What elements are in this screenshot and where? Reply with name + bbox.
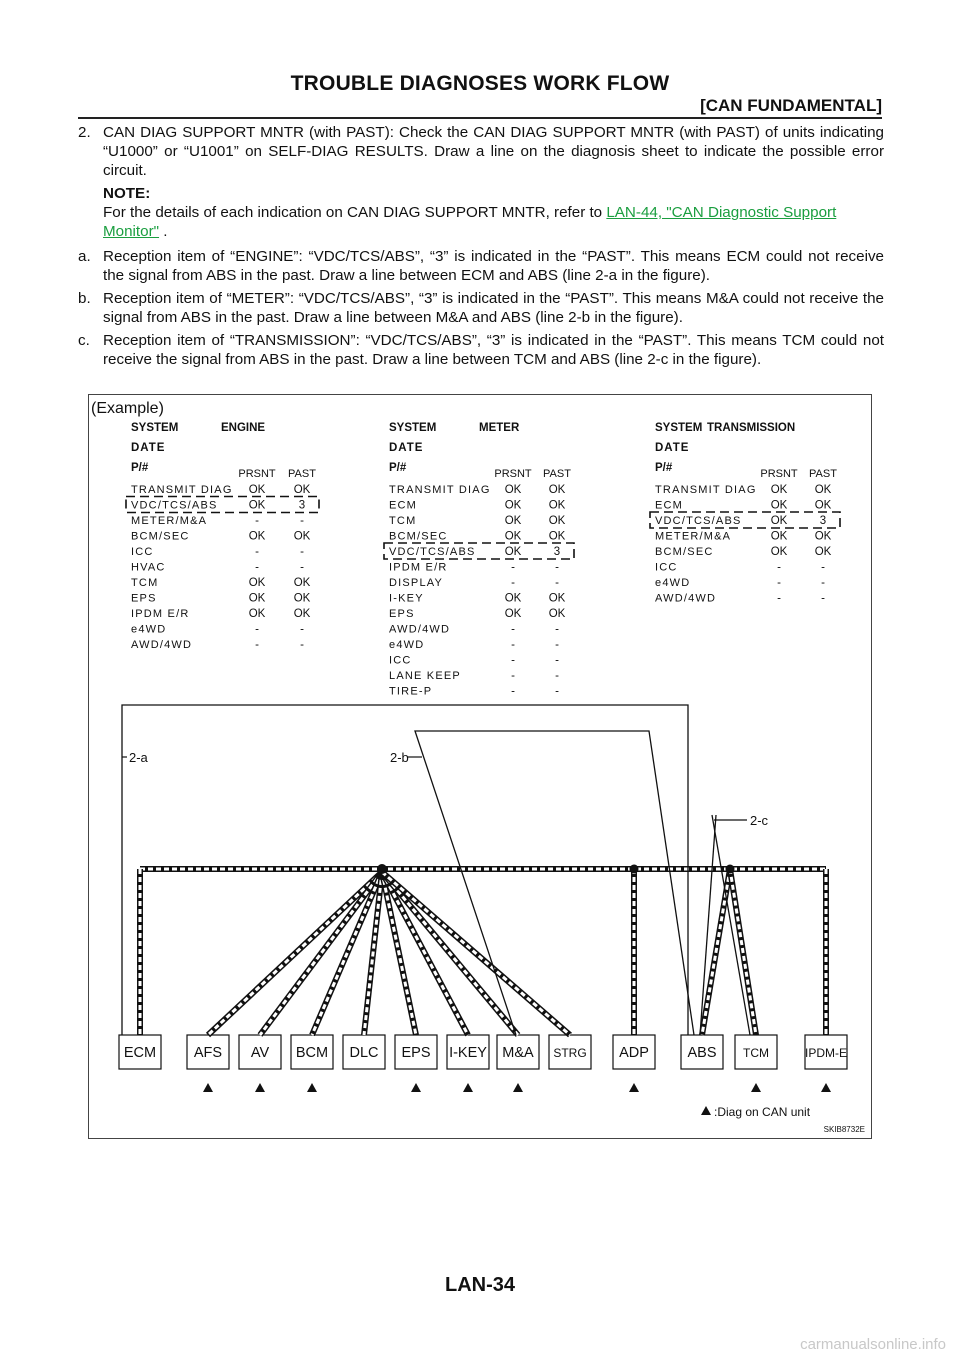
legend-text: :Diag on CAN unit [714, 1105, 811, 1119]
part-number-label: P/# [131, 462, 149, 474]
monitor-item: AWD/4WD [131, 639, 193, 651]
system-name: METER [479, 422, 520, 434]
past-value: OK [548, 530, 566, 543]
monitor-item: VDC/TCS/ABS [131, 499, 218, 512]
monitor-item: ECM [389, 499, 418, 512]
prsnt-value: - [777, 592, 781, 605]
diag-triangle-icon [307, 1083, 317, 1092]
can-branch-i-key-inner [382, 872, 468, 1035]
prsnt-value: - [511, 639, 515, 651]
monitor-item: ICC [389, 654, 412, 667]
page-title: TROUBLE DIAGNOSES WORK FLOW [290, 72, 670, 95]
section-title: [CAN FUNDAMENTAL] [700, 96, 882, 115]
step-label: 2. [78, 124, 91, 141]
prsnt-value: - [511, 670, 515, 682]
item-b [78, 289, 884, 327]
ecu-label: STRG [553, 1046, 587, 1060]
prsnt-value: OK [248, 530, 266, 543]
note-heading: NOTE: [103, 185, 151, 202]
system-label: SYSTEM [131, 422, 179, 434]
past-value: 3 [298, 499, 306, 512]
prsnt-value: OK [248, 577, 266, 589]
item-text: Reception item of “ENGINE”: “VDC/TCS/ABS”, “3” is indicated in the “PAST”. This means ECM could not receive the signal from ABS in the past. Draw a line between ECM and ABS (line 2-a in the figure). [103, 248, 884, 284]
prsnt-value: OK [504, 592, 522, 605]
diag-triangle-icon [255, 1083, 265, 1092]
diag-triangle-icon [821, 1083, 831, 1092]
past-value: - [555, 639, 559, 651]
monitor-item: BCM/SEC [389, 530, 448, 543]
reference-link[interactable]: LAN-44, "CAN Diagnostic Support Monitor" [103, 204, 837, 240]
ecu-label: ECM [123, 1045, 157, 1061]
monitor-item: AWD/4WD [655, 592, 717, 605]
ecu-label: I-KEY [449, 1045, 487, 1061]
monitor-item: TCM [131, 577, 159, 589]
diag-triangle-icon [513, 1083, 523, 1092]
monitor-item: DISPLAY [389, 577, 444, 589]
prsnt-value: - [511, 685, 515, 698]
prsnt-value: OK [504, 530, 522, 543]
note-tail: . [159, 223, 168, 240]
item-text: Reception item of “TRANSMISSION”: “VDC/TCS/ABS”, “3” is indicated in the “PAST”. This means TCM could not receive the signal from ABS in the past. Draw a line between TCM and ABS (line 2-c in the figure). [103, 332, 884, 368]
bus-junction [630, 865, 639, 874]
past-value: - [300, 515, 304, 527]
part-number-label: P/# [389, 462, 407, 474]
item-label: c. [78, 332, 90, 349]
prsnt-value: - [511, 577, 515, 589]
prsnt-value: OK [770, 546, 788, 558]
past-value: 3 [553, 546, 561, 558]
prsnt-value: - [255, 639, 259, 651]
past-header: PAST [288, 468, 316, 480]
monitor-item: EPS [389, 608, 415, 620]
past-value: OK [293, 577, 311, 589]
past-value: - [555, 654, 559, 667]
past-value: - [300, 623, 304, 636]
prsnt-value: - [511, 654, 515, 667]
monitor-item: LANE KEEP [389, 670, 461, 682]
system-name: ENGINE [221, 422, 266, 434]
body-text [78, 123, 884, 373]
past-value: - [555, 577, 559, 589]
monitor-item: e4WD [389, 639, 425, 651]
past-value: OK [293, 608, 311, 620]
past-value: OK [293, 484, 311, 496]
past-value: OK [814, 546, 832, 558]
line-label-2a: 2-a [129, 750, 148, 765]
prsnt-value: OK [504, 546, 522, 558]
prsnt-header: PRSNT [494, 468, 532, 480]
past-value: - [300, 561, 304, 574]
watermark: carmanualsonline.info [800, 1336, 946, 1353]
monitor-item: TRANSMIT DIAG [131, 484, 233, 496]
diag-triangle-icon [411, 1083, 421, 1092]
prsnt-value: OK [770, 499, 788, 512]
diag-triangle-icon [751, 1083, 761, 1092]
prsnt-value: OK [504, 608, 522, 620]
system-name: TRANSMISSION [707, 422, 796, 434]
monitor-item: METER/M&A [655, 530, 732, 543]
date-label: DATE [389, 442, 424, 454]
past-value: OK [814, 484, 832, 496]
monitor-item: VDC/TCS/ABS [655, 515, 742, 527]
item-a [78, 247, 884, 285]
item-label: b. [78, 290, 91, 307]
prsnt-value: OK [770, 484, 788, 496]
past-header: PAST [543, 468, 571, 480]
past-value: OK [548, 499, 566, 512]
monitor-item: e4WD [655, 577, 691, 589]
past-header: PAST [809, 468, 837, 480]
monitor-item: EPS [131, 592, 157, 605]
past-value: OK [293, 592, 311, 605]
prsnt-value: - [777, 577, 781, 589]
monitor-item: AWD/4WD [389, 623, 451, 636]
part-number-label: P/# [655, 462, 673, 474]
past-value: - [555, 685, 559, 698]
past-value: OK [548, 592, 566, 605]
date-label: DATE [655, 442, 690, 454]
monitor-item: TRANSMIT DIAG [655, 484, 757, 496]
ecu-label: M&A [502, 1045, 534, 1061]
prsnt-value: - [511, 623, 515, 636]
monitor-item: METER/M&A [131, 515, 208, 527]
diag-triangle-icon [629, 1083, 639, 1092]
page-number: LAN-34 [444, 1274, 515, 1296]
past-value: OK [814, 499, 832, 512]
line-label-2b: 2-b [390, 750, 409, 765]
diag-triangle-icon [463, 1083, 473, 1092]
date-label: DATE [131, 442, 166, 454]
header-rule [78, 117, 882, 119]
diag-triangle-icon [701, 1106, 711, 1115]
line-label-2c: 2-c [750, 813, 769, 828]
prsnt-header: PRSNT [760, 468, 798, 480]
figure-code: SKIB8732E [823, 1125, 865, 1134]
prsnt-value: OK [504, 515, 522, 527]
bus-junction [377, 864, 387, 874]
past-value: OK [814, 530, 832, 543]
ecu-label: EPS [401, 1045, 431, 1061]
past-value: - [555, 670, 559, 682]
ecu-label: BCM [295, 1045, 329, 1061]
note-body [103, 203, 884, 241]
item-text: Reception item of “METER”: “VDC/TCS/ABS”, “3” is indicated in the “PAST”. This means M&A could not receive the signal from ABS in the past. Draw a line between M&A and ABS (line 2-b in the figure). [103, 290, 884, 326]
monitor-item: TIRE-P [389, 685, 433, 698]
prsnt-value: - [255, 623, 259, 636]
note-text: For the details of each indication on CAN DIAG SUPPORT MNTR, refer to [103, 204, 607, 221]
past-value: - [821, 592, 825, 605]
figure-caption: (Example) [91, 400, 164, 417]
can-diagram [89, 395, 871, 1138]
monitor-item: TRANSMIT DIAG [389, 484, 491, 496]
system-label: SYSTEM [389, 422, 437, 434]
prsnt-value: OK [248, 592, 266, 605]
example-figure [88, 394, 872, 1139]
step-text: CAN DIAG SUPPORT MNTR (with PAST): Check the CAN DIAG SUPPORT MNTR (with PAST) of units indicating “U1000” or “U1001” on SELF-DIAG RESULTS. Draw a line on the diagnosis sheet to indicate the possible error circuit. [103, 124, 884, 179]
monitor-item: ECM [655, 499, 684, 512]
ecu-label: ABS [687, 1045, 717, 1061]
past-value: OK [548, 484, 566, 496]
past-value: OK [548, 608, 566, 620]
prsnt-value: OK [770, 530, 788, 543]
monitor-item: BCM/SEC [131, 530, 190, 543]
monitor-item: VDC/TCS/ABS [389, 546, 476, 558]
prsnt-value: - [255, 546, 259, 558]
ecu-label: TCM [743, 1046, 769, 1060]
ecu-label: AFS [193, 1045, 223, 1061]
prsnt-value: OK [248, 484, 266, 496]
prsnt-value: OK [248, 608, 266, 620]
past-value: - [300, 639, 304, 651]
past-value: - [555, 623, 559, 636]
monitor-item: BCM/SEC [655, 546, 714, 558]
prsnt-value: - [255, 561, 259, 574]
prsnt-value: - [511, 561, 515, 574]
prsnt-value: OK [504, 484, 522, 496]
monitor-item: IPDM E/R [131, 608, 190, 620]
monitor-item: ICC [655, 561, 678, 574]
monitor-item: TCM [389, 515, 417, 527]
past-value: OK [293, 530, 311, 543]
past-value: - [555, 561, 559, 574]
monitor-item: IPDM E/R [389, 561, 448, 574]
past-value: OK [548, 515, 566, 527]
item-label: a. [78, 248, 91, 265]
diag-triangle-icon [203, 1083, 213, 1092]
system-label: SYSTEM [655, 422, 703, 434]
prsnt-header: PRSNT [238, 468, 276, 480]
ecu-label: AV [250, 1045, 270, 1061]
ecu-label: ADP [619, 1045, 649, 1061]
note [103, 184, 884, 241]
step-2 [78, 123, 884, 180]
past-value: - [821, 561, 825, 574]
monitor-item: ICC [131, 546, 154, 558]
prsnt-value: OK [504, 499, 522, 512]
past-value: - [821, 577, 825, 589]
prsnt-value: - [255, 515, 259, 527]
line-2b [415, 731, 694, 1035]
monitor-item: I-KEY [389, 592, 424, 605]
bus-junction [726, 865, 735, 874]
prsnt-value: - [777, 561, 781, 574]
past-value: 3 [819, 515, 827, 527]
prsnt-value: OK [770, 515, 788, 527]
prsnt-value: OK [248, 499, 266, 512]
past-value: - [300, 546, 304, 558]
monitor-item: HVAC [131, 561, 166, 574]
ecu-label: DLC [349, 1045, 379, 1061]
ecu-label: IPDM-E [805, 1046, 847, 1060]
monitor-item: e4WD [131, 623, 167, 636]
item-c [78, 331, 884, 369]
